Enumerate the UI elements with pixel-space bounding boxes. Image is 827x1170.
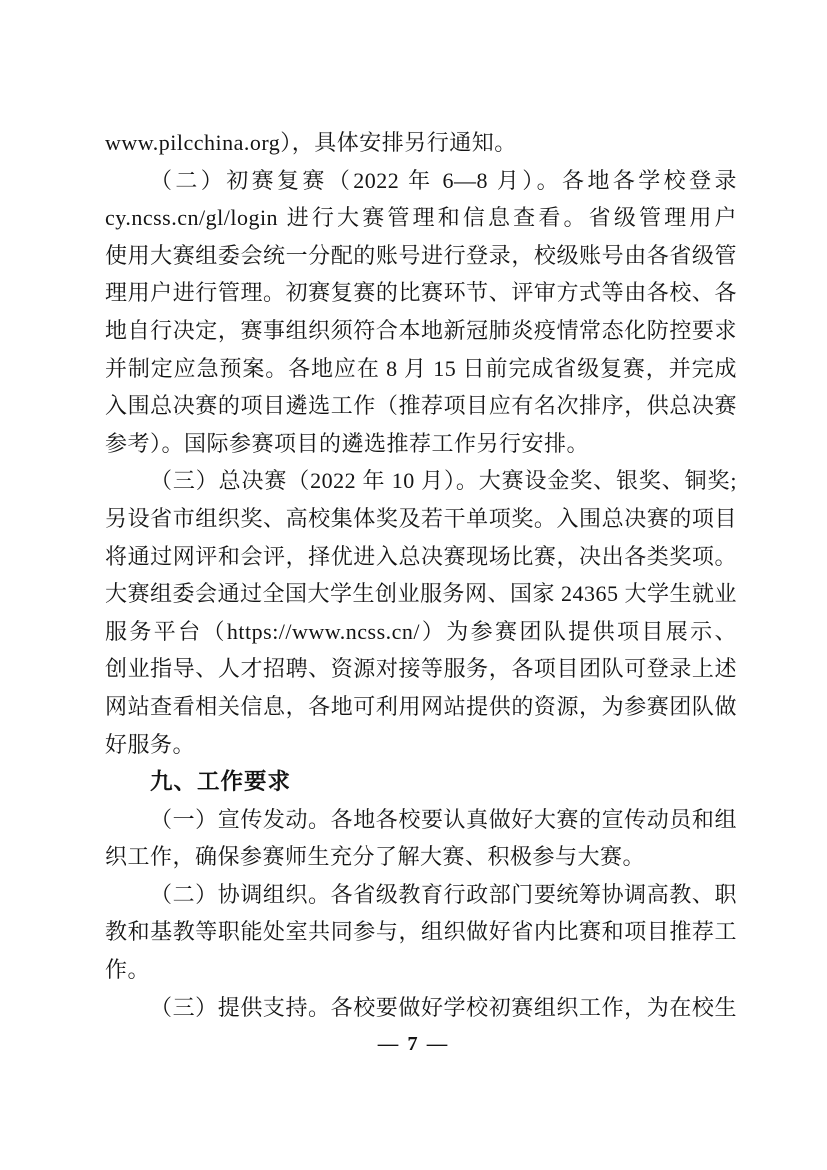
text-line: 地自行决定，赛事组织须符合本地新冠肺炎疫情常态化防控要求 — [105, 317, 737, 343]
document-body — [105, 124, 737, 1026]
text-line: 将通过网评和会评，择优进入总决赛现场比赛，决出各类奖项。 — [105, 543, 737, 569]
text-line: 理用户进行管理。初赛复赛的比赛环节、评审方式等由各校、各 — [105, 280, 737, 306]
text-line: 网站查看相关信息，各地可利用网站提供的资源，为参赛团队做 — [105, 693, 737, 719]
text-line: 服务平台（https://www.ncss.cn/）为参赛团队提供项目展示、 — [105, 618, 737, 644]
text-line: （一）宣传发动。各地各校要认真做好大赛的宣传动员和组 — [150, 806, 737, 832]
text-line: 另设省市组织奖、高校集体奖及若干单项奖。入围总决赛的项目 — [105, 505, 737, 531]
text-line: 大赛组委会通过全国大学生创业服务网、国家 24365 大学生就业 — [105, 581, 738, 607]
section-heading: 九、工作要求 — [150, 769, 292, 795]
text-line: 好服务。 — [105, 731, 196, 757]
text-line: 教和基教等职能处室共同参与，组织做好省内比赛和项目推荐工 — [105, 919, 737, 945]
text-line: cy.ncss.cn/gl/login 进行大赛管理和信息查看。省级管理用户 — [105, 205, 737, 231]
text-line: （二）协调组织。各省级教育行政部门要统筹协调高教、职 — [150, 881, 737, 907]
text-line: www.pilcchina.org），具体安排另行通知。 — [105, 130, 517, 155]
page-number: — 7 — — [377, 1033, 450, 1055]
text-line: 创业指导、人才招聘、资源对接等服务，各项目团队可登录上述 — [105, 656, 737, 682]
text-line: 参考）。国际参赛项目的遴选推荐工作另行安排。 — [105, 430, 590, 456]
text-line: 使用大赛组委会统一分配的账号进行登录，校级账号由各省级管 — [105, 242, 737, 268]
text-line: （三）提供支持。各校要做好学校初赛组织工作，为在校生 — [150, 994, 737, 1020]
text-line: 作。 — [105, 957, 151, 983]
text-line: （二）初赛复赛（2022 年 6—8 月）。各地各学校登录 — [150, 167, 737, 193]
text-line: 织工作，确保参赛师生充分了解大赛、积极参与大赛。 — [105, 844, 646, 870]
text-line: （三）总决赛（2022 年 10 月）。大赛设金奖、银奖、铜奖; — [150, 468, 737, 494]
text-line: 并制定应急预案。各地应在 8 月 15 日前完成省级复赛，并完成 — [105, 355, 737, 381]
text-line: 入围总决赛的项目遴选工作（推荐项目应有名次排序，供总决赛 — [105, 393, 737, 419]
